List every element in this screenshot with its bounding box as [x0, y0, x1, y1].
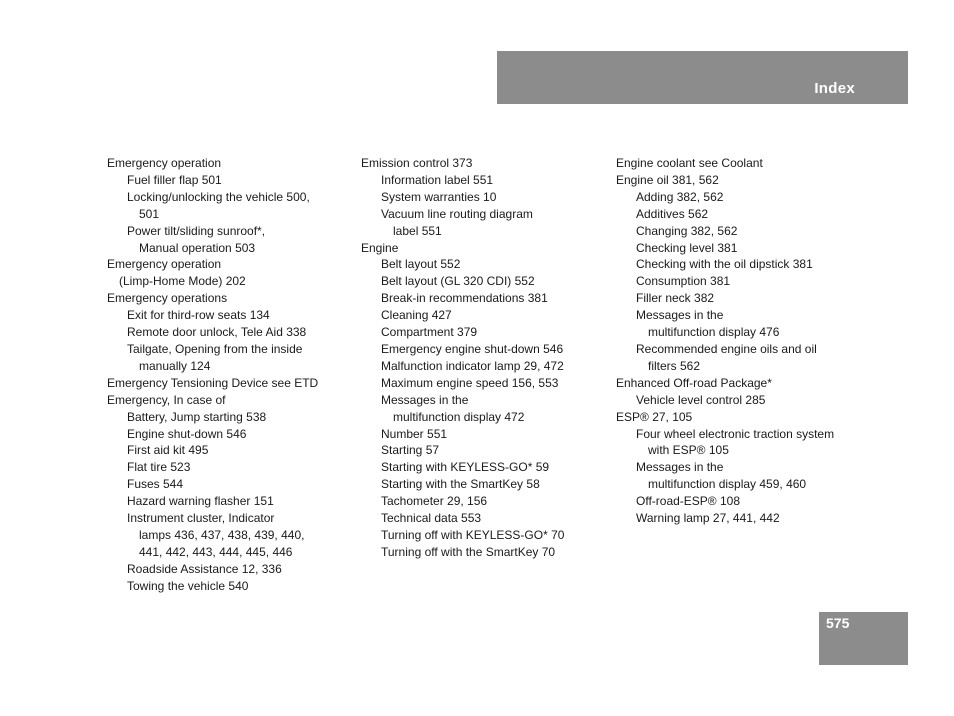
- index-subentry: Hazard warning flasher 151: [127, 494, 274, 509]
- index-subentry: Fuel filler flap 501: [127, 172, 222, 187]
- index-subentry: Messages in the: [636, 460, 724, 475]
- index-subentry: 501: [139, 206, 160, 221]
- index-subentry: First aid kit 495: [127, 443, 209, 458]
- index-entry: Emergency operations: [107, 291, 228, 306]
- index-subentry: Starting with the SmartKey 58: [381, 477, 540, 492]
- index-subentry: Roadside Assistance 12, 336: [127, 561, 282, 576]
- index-subentry: Number 551: [381, 426, 448, 441]
- index-subentry: Remote door unlock, Tele Aid 338: [127, 325, 307, 340]
- index-subentry: (Limp-Home Mode) 202: [119, 274, 246, 289]
- index-column-1: [107, 155, 352, 595]
- index-subentry: Fuses 544: [127, 477, 184, 492]
- index-subentry: Battery, Jump starting 538: [127, 409, 267, 424]
- index-subentry: multifunction display 459, 460: [648, 477, 807, 492]
- index-subentry: Malfunction indicator lamp 29, 472: [381, 358, 564, 373]
- section-title: Index: [814, 80, 855, 97]
- index-subentry: filters 562: [648, 358, 701, 373]
- index-subentry: System warranties 10: [381, 189, 497, 204]
- index-subentry: Belt layout 552: [381, 257, 461, 272]
- index-entry: Engine coolant see Coolant: [616, 156, 763, 170]
- index-subentry: Recommended engine oils and oil: [636, 341, 817, 356]
- index-entry: Emission control 373: [361, 156, 473, 170]
- index-subentry: Starting with KEYLESS-GO* 59: [381, 460, 550, 475]
- index-subentry: Turning off with KEYLESS-GO* 70: [381, 527, 565, 542]
- index-entry: Emergency, In case of: [107, 392, 226, 407]
- index-entry: Engine oil 381, 562: [616, 172, 719, 187]
- index-subentry: Power tilt/sliding sunroof*,: [127, 223, 266, 238]
- index-subentry: Vehicle level control 285: [636, 392, 766, 407]
- index-column-2: [361, 155, 606, 561]
- index-subentry: Consumption 381: [636, 274, 731, 289]
- page-number-box: [819, 612, 908, 665]
- index-subentry: with ESP® 105: [648, 443, 729, 458]
- index-subentry: Engine shut-down 546: [127, 426, 247, 441]
- index-subentry: Manual operation 503: [139, 240, 256, 255]
- index-subentry: Four wheel electronic traction system: [636, 426, 835, 441]
- page-number: 575: [826, 615, 850, 631]
- index-subentry: manually 124: [139, 358, 211, 373]
- index-subentry: Belt layout (GL 320 CDI) 552: [381, 274, 535, 289]
- index-column-3: [616, 155, 861, 527]
- index-subentry: Additives 562: [636, 206, 709, 221]
- index-subentry: Emergency engine shut-down 546: [381, 341, 564, 356]
- index-subentry: Messages in the: [381, 392, 469, 407]
- index-subentry: Maximum engine speed 156, 553: [381, 375, 559, 390]
- index-subentry: Technical data 553: [381, 511, 482, 526]
- index-subentry: lamps 436, 437, 438, 439, 440,: [139, 527, 305, 542]
- index-subentry: Changing 382, 562: [636, 223, 738, 238]
- index-subentry: Checking with the oil dipstick 381: [636, 257, 813, 272]
- index-entry: Enhanced Off-road Package*: [616, 375, 772, 390]
- index-subentry: Break-in recommendations 381: [381, 291, 548, 306]
- index-subentry: Tachometer 29, 156: [381, 494, 488, 509]
- index-subentry: Turning off with the SmartKey 70: [381, 544, 556, 559]
- index-subentry: Messages in the: [636, 308, 724, 323]
- index-subentry: Flat tire 523: [127, 460, 191, 475]
- index-entry: Emergency Tensioning Device see ETD: [107, 375, 319, 390]
- index-subentry: Tailgate, Opening from the inside: [127, 341, 303, 356]
- index-subentry: Warning lamp 27, 441, 442: [636, 511, 780, 526]
- index-subentry: multifunction display 476: [648, 325, 780, 340]
- index-subentry: Starting 57: [381, 443, 440, 458]
- index-subentry: 441, 442, 443, 444, 445, 446: [139, 544, 293, 559]
- index-subentry: Locking/unlocking the vehicle 500,: [127, 189, 310, 204]
- index-subentry: Compartment 379: [381, 325, 478, 340]
- index-subentry: Filler neck 382: [636, 291, 715, 306]
- index-entry: Emergency operation: [107, 257, 222, 272]
- index-subentry: Cleaning 427: [381, 308, 452, 323]
- index-subentry: label 551: [393, 223, 442, 238]
- index-subentry: Vacuum line routing diagram: [381, 206, 533, 221]
- index-subentry: Information label 551: [381, 172, 494, 187]
- index-entry: Engine: [361, 240, 399, 255]
- index-subentry: Checking level 381: [636, 240, 738, 255]
- index-subentry: multifunction display 472: [393, 409, 525, 424]
- index-subentry: Instrument cluster, Indicator: [127, 511, 275, 526]
- index-subentry: Adding 382, 562: [636, 189, 724, 204]
- index-entry: ESP® 27, 105: [616, 409, 693, 424]
- index-entry: Emergency operation: [107, 156, 222, 170]
- section-header-bar: [497, 51, 908, 104]
- index-subentry: Towing the vehicle 540: [127, 578, 249, 593]
- index-subentry: Exit for third-row seats 134: [127, 308, 270, 323]
- index-subentry: Off-road-ESP® 108: [636, 494, 741, 509]
